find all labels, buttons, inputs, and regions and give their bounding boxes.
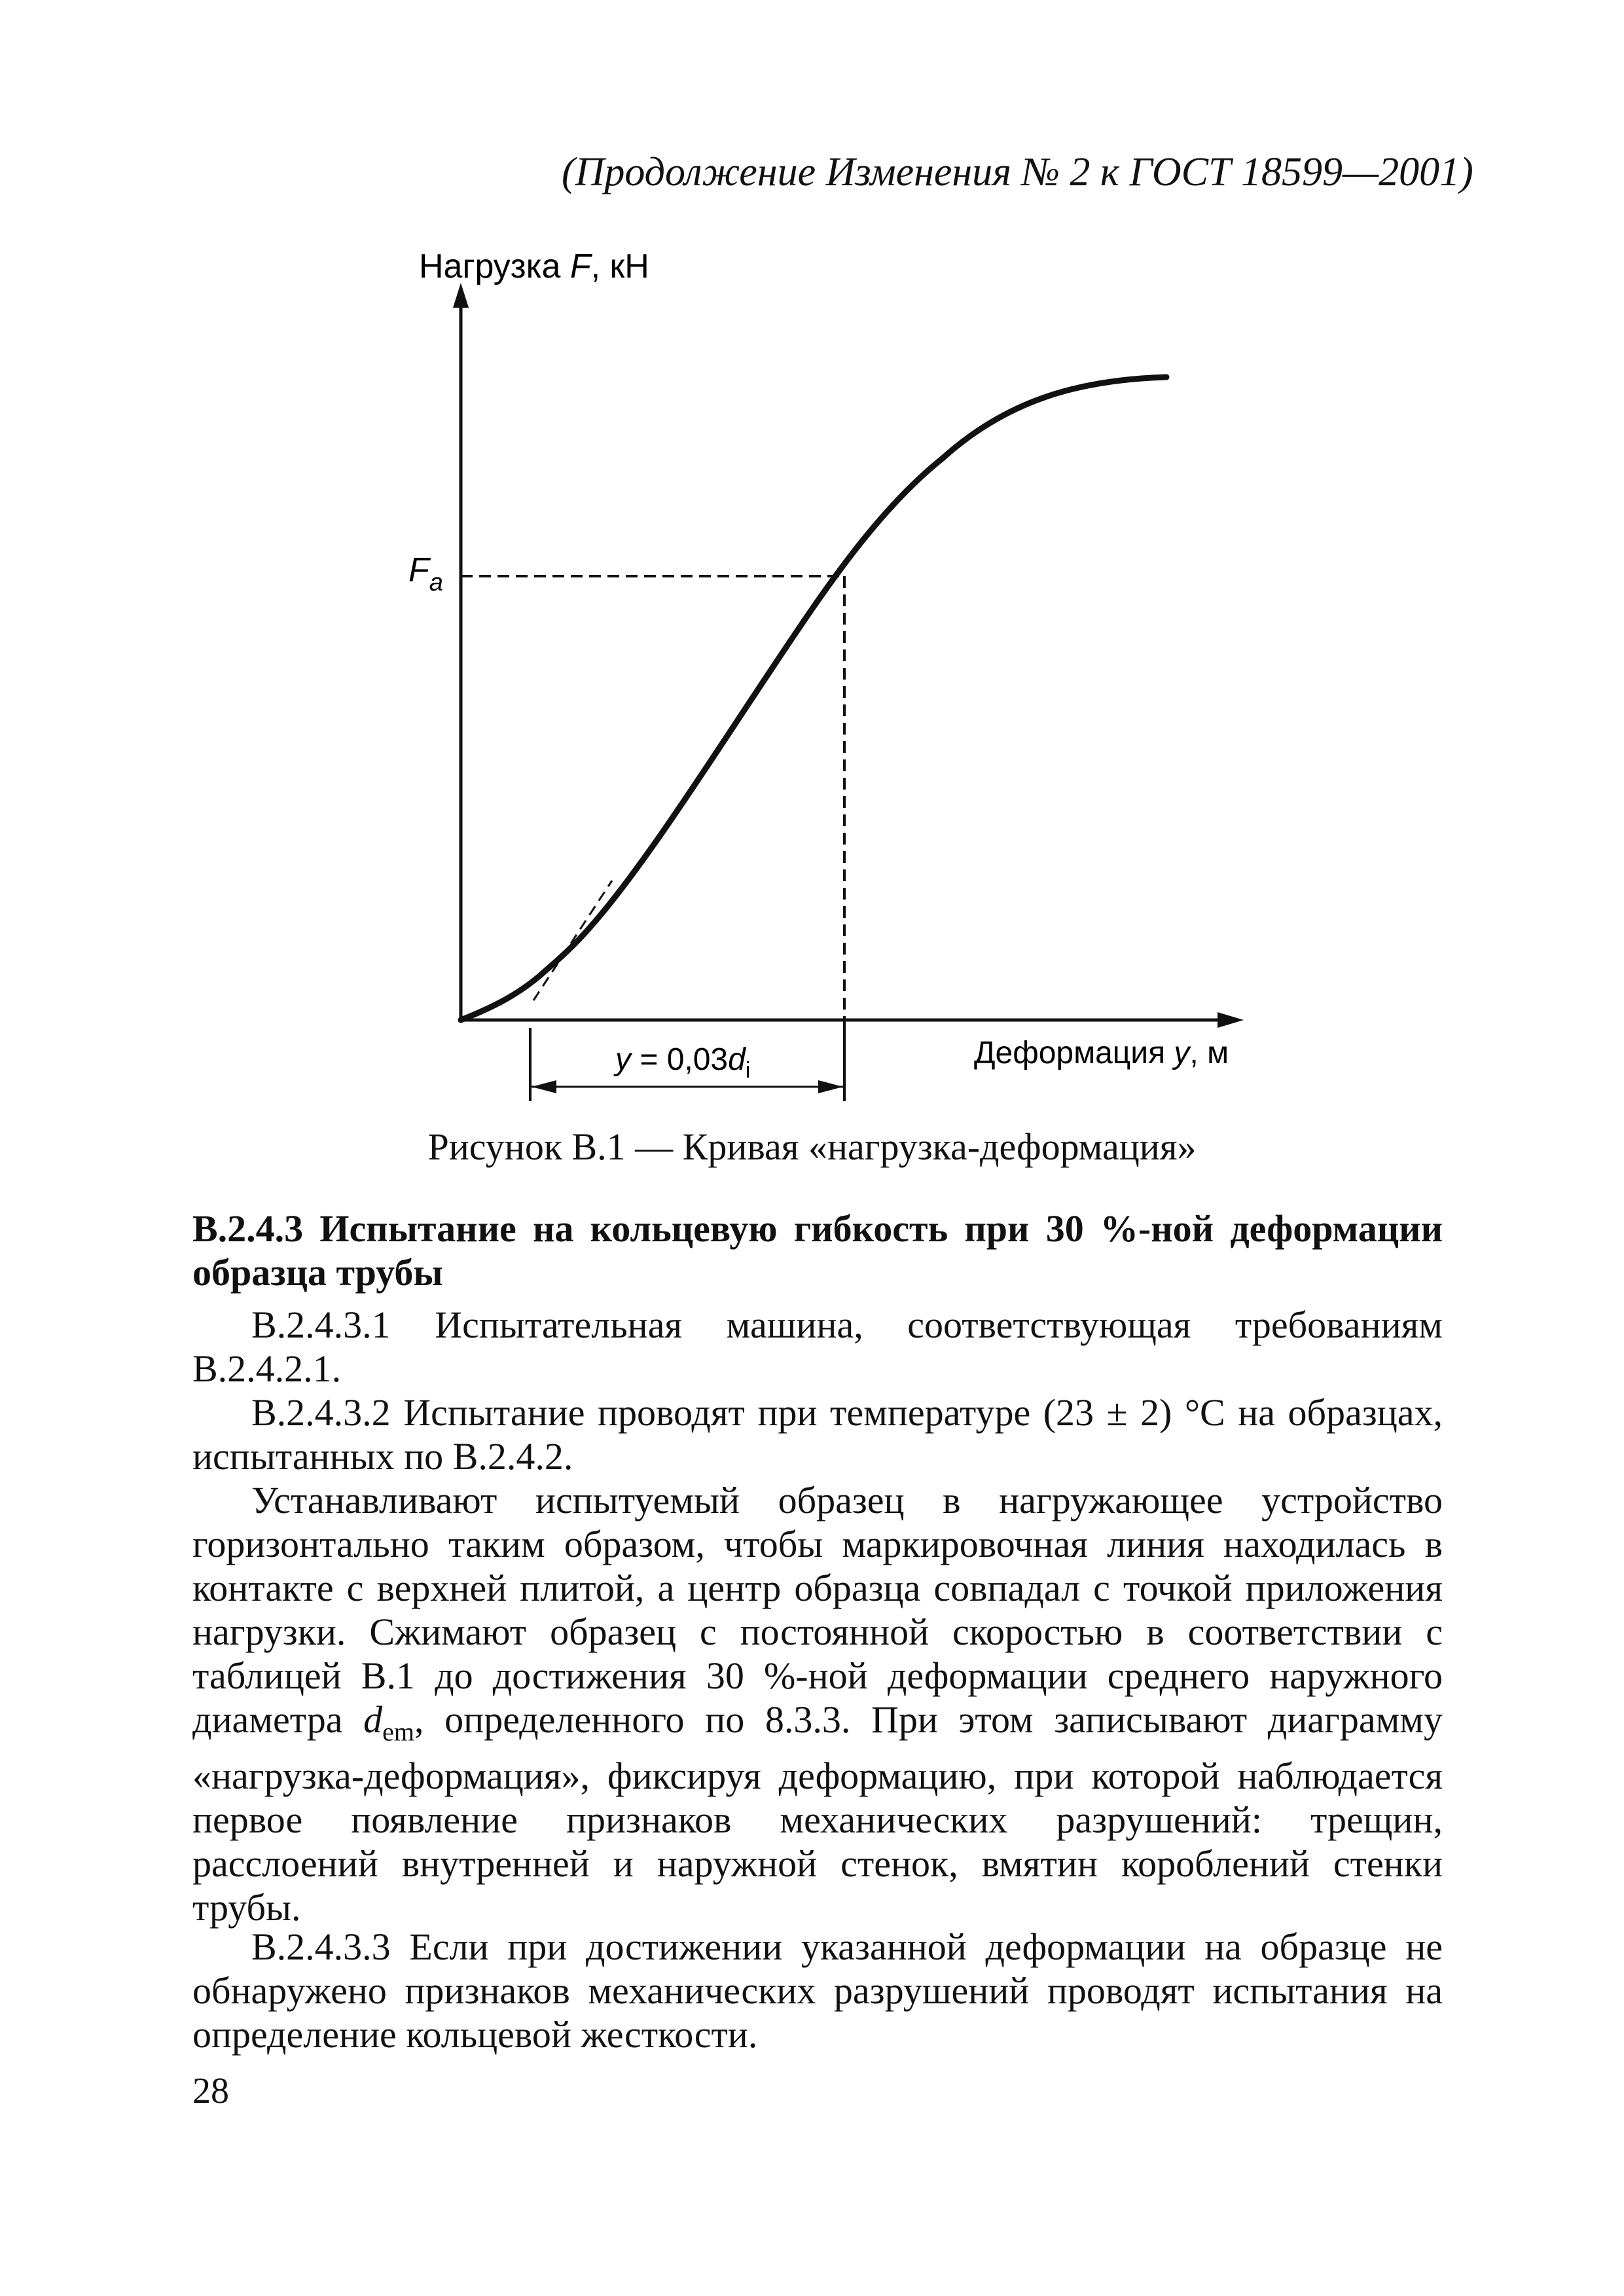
- y-axis-label: Нагрузка F, кН: [419, 247, 649, 285]
- dimension-label: $y = 0,03d_i$: [615, 1042, 751, 1083]
- procedure-text-part1: Устанавливают испытуемый образец в нагружающее устройство горизонтально таким образом, чтобы маркировочная линия находилась в контакте с верхней плитой, а центр образца совпадал с точкой приложения нагрузки. Сжимают образец с постоянной скоростью в соответствии с таблицей В.1 до достижения 30 %-ной деформации среднего наружного диаметра: [192, 1479, 1443, 1741]
- tangent-dashed-line: [533, 881, 612, 1000]
- y-axis-arrow-icon: [453, 283, 469, 308]
- running-head: (Продолжение Изменения № 2 к ГОСТ 18599—2001): [562, 150, 1473, 194]
- load-deformation-curve: [461, 377, 1166, 1020]
- fa-label: $F_a$: [408, 551, 443, 596]
- section-heading: В.2.4.3 Испытание на кольцевую гибкость при 30 %-ной деформации образца трубы: [192, 1207, 1443, 1294]
- procedure-text-part2: , определенного по 8.3.3. При этом записывают диаграмму «нагрузка-деформация», фиксируя деформацию, при которой наблюдается первое появление признаков механических разрушений: трещин, расслоений внутренней и наружной стенок, вмятин короблений стенки трубы.: [192, 1698, 1443, 1929]
- paragraph-2-4-3-3: В.2.4.3.3 Если при достижении указанной деформации на образце не обнаружено признаков механических разрушений проводят испытания на определение кольцевой жесткости.: [192, 1925, 1443, 2056]
- dimension-right-arrow-icon: [818, 1080, 843, 1093]
- x-axis-label: Деформация y, м: [974, 1036, 1229, 1070]
- page-number: 28: [192, 2071, 229, 2111]
- load-deformation-figure: [367, 242, 1283, 1113]
- figure-caption: Рисунок В.1 — Кривая «нагрузка-деформация»: [427, 1125, 1197, 1168]
- diameter-symbol: d: [363, 1698, 383, 1741]
- x-axis-arrow-icon: [1218, 1012, 1244, 1028]
- diameter-subscript: em: [382, 1717, 415, 1747]
- dimension-left-arrow-icon: [532, 1080, 556, 1093]
- paragraph-procedure: [192, 1478, 1443, 1929]
- paragraph-2-4-3-1: В.2.4.3.1 Испытательная машина, соответствующая требованиям В.2.4.2.1.: [192, 1303, 1443, 1390]
- paragraph-2-4-3-2: В.2.4.3.2 Испытание проводят при температуре (23 ± 2) °С на образцах, испытанных по В.2.4.2.: [192, 1391, 1443, 1478]
